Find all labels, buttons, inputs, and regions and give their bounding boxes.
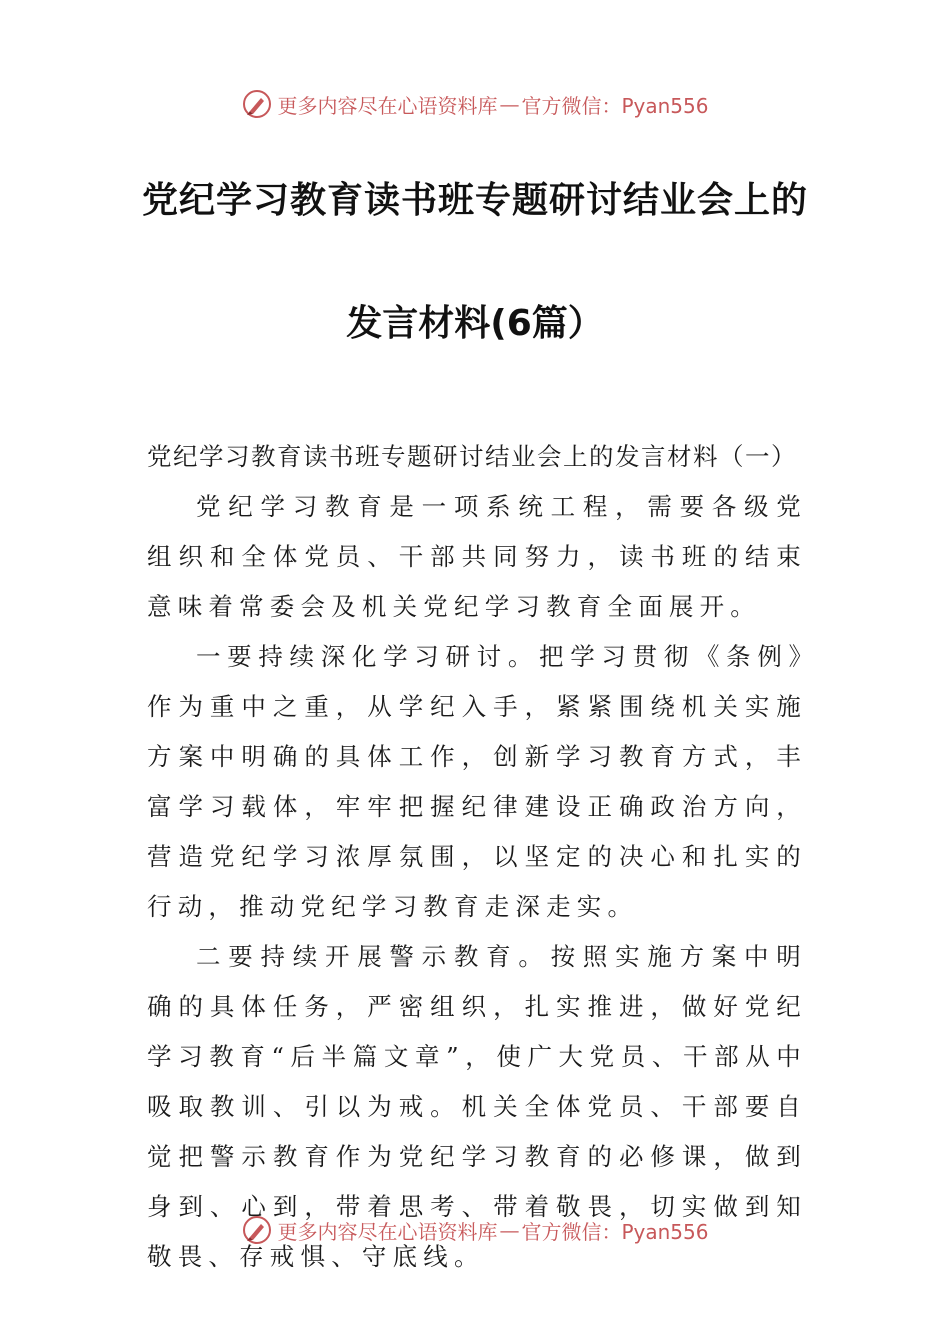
banner-wechat-text: 官方微信：Pyan556 (521, 1219, 709, 1244)
document-body (147, 432, 807, 1282)
body-paragraph: 一要持续深化学习研讨。把学习贯彻《条例》作为重中之重，从学纪入手，紧紧围绕机关实施方案中明确的具体工作，创新学习教育方式，丰富学习载体，牢牢把握纪律建设正确政治方向，营造党纪学习浓厚氛围，以坚定的决心和扎实的行动，推动党纪学习教育走深走实。 (147, 642, 807, 921)
document-title-line-2: 发言材料(6篇） (346, 303, 604, 344)
section-subheading: 党纪学习教育读书班专题研讨结业会上的发言材料（一） (147, 442, 797, 471)
body-paragraph: 党纪学习教育是一项系统工程，需要各级党组织和全体党员、干部共同努力，读书班的结束意味着常委会及机关党纪学习教育全面展开。 (147, 492, 807, 621)
banner-separator: — (499, 1218, 520, 1242)
pen-logo-icon (241, 1214, 273, 1246)
banner-wechat-text: 官方微信：Pyan556 (521, 93, 709, 118)
banner-separator: — (499, 92, 520, 116)
banner-site-text: 更多内容尽在心语资料库 (277, 1219, 498, 1244)
body-paragraph: 二要持续开展警示教育。按照实施方案中明确的具体任务，严密组织，扎实推进，做好党纪学习教育“后半篇文章”，使广大党员、干部从中吸取教训、引以为戒。机关全体党员、干部要自觉把警示教育作为党纪学习教育的必修课，做到身到、心到，带着思考、带着敬畏，切实做到知敬畏、存戒惧、守底线。 (147, 942, 807, 1271)
pen-logo-icon (241, 88, 273, 120)
header-banner (0, 84, 950, 124)
banner-site-text: 更多内容尽在心语资料库 (277, 93, 498, 118)
document-title-line-1: 党纪学习教育读书班专题研讨结业会上的 (141, 180, 808, 221)
footer-banner (0, 1210, 950, 1250)
